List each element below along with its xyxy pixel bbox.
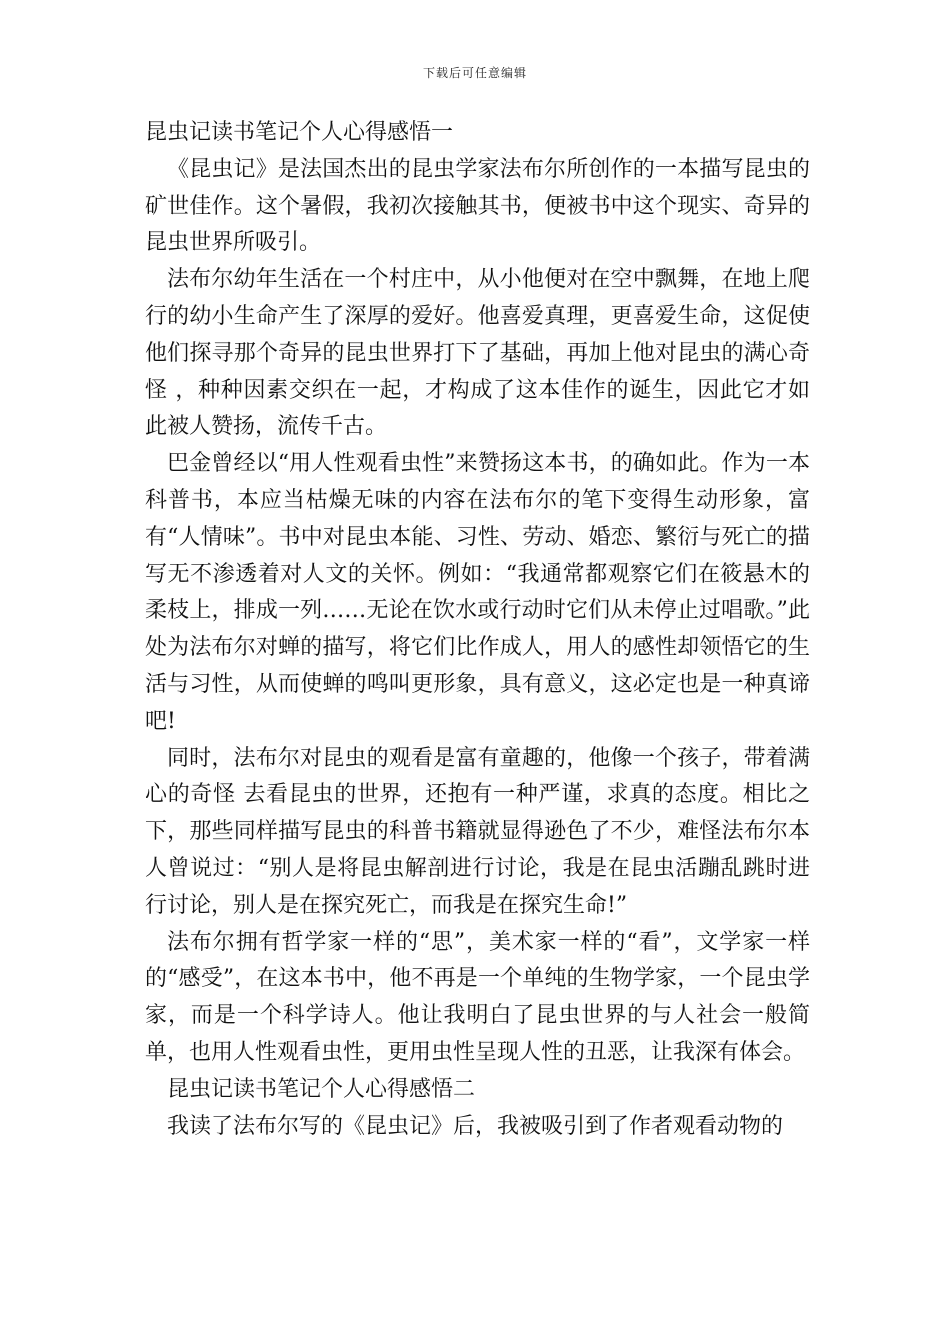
paragraph-2: 法布尔幼年生活在一个村庄中，从小他便对在空中飘舞，在地上爬行的幼小生命产生了深厚的爱好。他喜爱真理，更喜爱生命，这促使他们探寻那个奇异的昆虫世界打下了基础，再加上他对昆虫的满心奇怪 ，种种因素交织在一起，才构成了这本佳作的诞生，因此它才如此被人赞扬，流传千古。 bbox=[145, 267, 810, 440]
section-title-2: 昆虫记读书笔记个人心得感悟二 bbox=[167, 1076, 476, 1102]
paragraph-5: 法布尔拥有哲学家一样的“思”，美术家一样的“看”，文学家一样的“感受”，在这本书中，他不再是一个单纯的生物学家，一个昆虫学家，而是一个科学诗人。他让我明白了昆虫世界的与人社会一般简单，也用人性观看虫性，更用虫性呈现人性的丑恶，让我深有体会。 bbox=[145, 929, 810, 1065]
document-body bbox=[145, 115, 810, 1145]
paragraph-6: 我读了法布尔写的《昆虫记》后，我被吸引到了作者观看动物的 bbox=[167, 1113, 784, 1139]
paragraph-3: 巴金曾经以“用人性观看虫性”来赞扬这本书，的确如此。作为一本科普书，本应当枯燥无味的内容在法布尔的笔下变得生动形象，富有“人情味”。书中对昆虫本能、习性、劳动、婚恋、繁衍与死亡的描写无不渗透着对人文的关怀。例如：“我通常都观察它们在筱悬木的柔枝上，排成一列……无论在饮水或行动时它们从未停止过唱歌。”此处为法布尔对蝉的描写，将它们比作成人，用人的感性却领悟它的生活与习性，从而使蝉的鸣叫更形象，具有意义，这必定也是一种真谛吧! bbox=[145, 451, 810, 734]
paragraph-1: 《昆虫记》是法国杰出的昆虫学家法布尔所创作的一本描写昆虫的矿世佳作。这个暑假，我初次接触其书，便被书中这个现实、奇异的昆虫世界所吸引。 bbox=[145, 156, 810, 256]
section-title-1: 昆虫记读书笔记个人心得感悟一 bbox=[145, 120, 454, 145]
header-note: 下载后可任意编辑 bbox=[422, 66, 527, 80]
paragraph-4: 同时，法布尔对昆虫的观看是富有童趣的，他像一个孩子，带着满心的奇怪 去看昆虫的世界，还抱有一种严谨，求真的态度。相比之下，那些同样描写昆虫的科普书籍就显得逊色了不少，难怪法布尔本人曾说过：“别人是将昆虫解剖进行讨论，我是在昆虫活蹦乱跳时进行讨论，别人是在探究死亡，而我是在探究生命!” bbox=[145, 745, 810, 918]
